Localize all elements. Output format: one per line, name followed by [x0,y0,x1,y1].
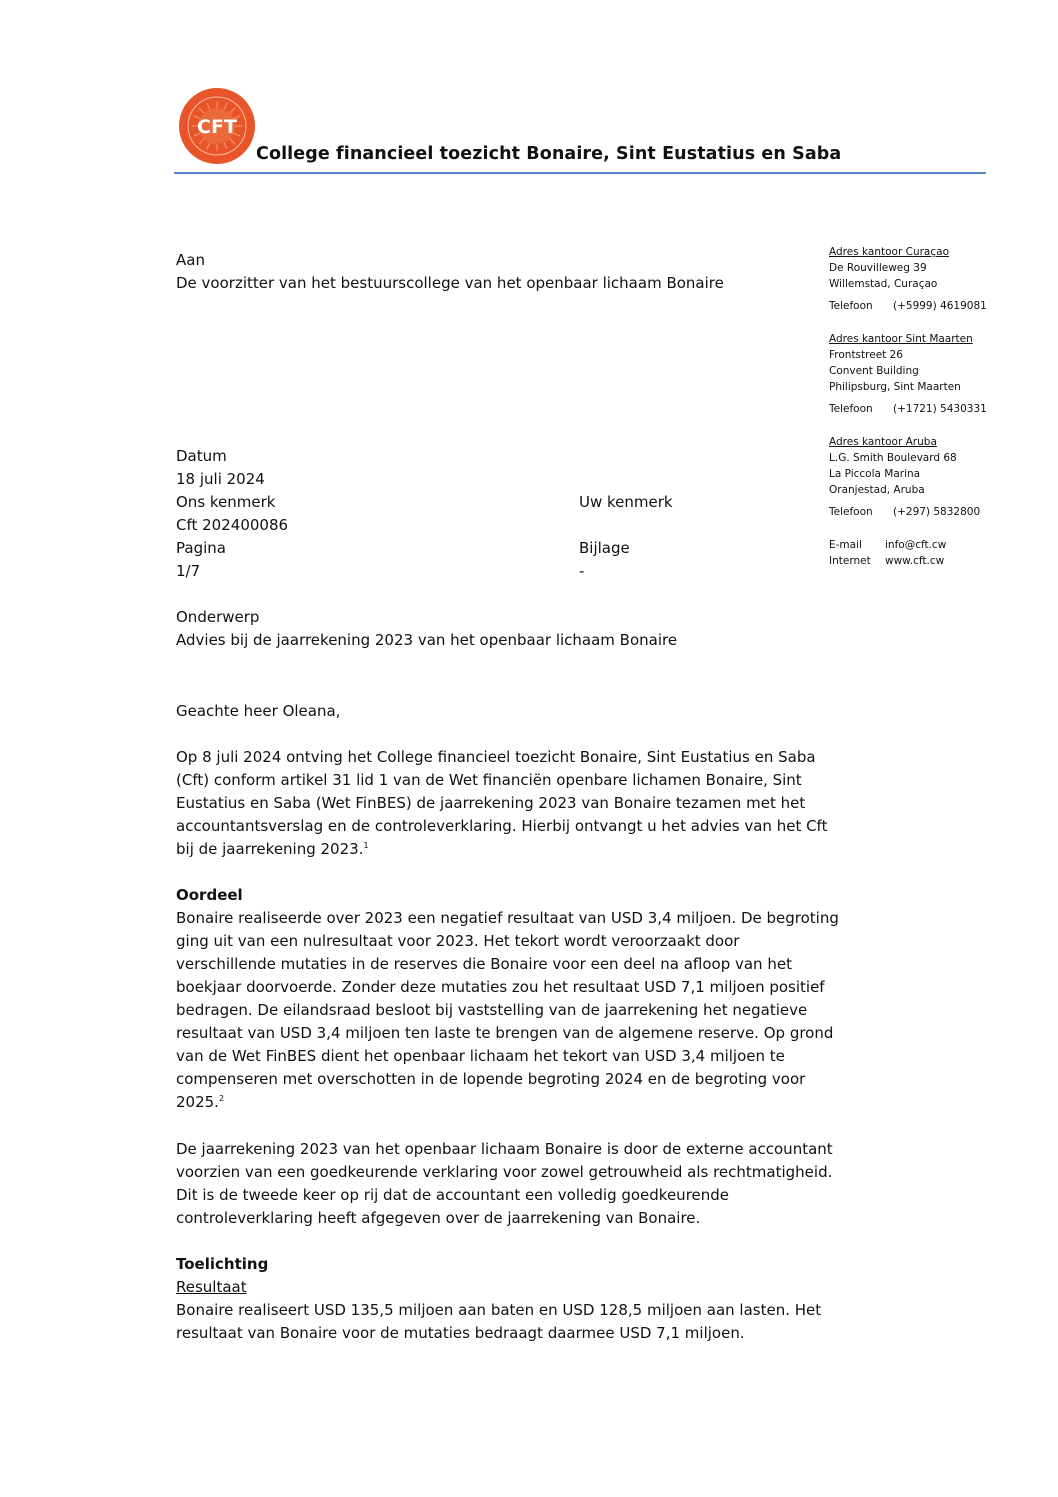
text-line: accountantsverslag en de controleverklaring. Hierbij ontvangt u het advies van het Cft [176,817,828,835]
ons-kenmerk-value: Cft 202400086 [176,516,289,534]
text-line: Eustatius en Saba (Wet FinBES) de jaarrekening 2023 van Bonaire tezamen met het [176,794,806,812]
cft-logo [178,87,256,165]
text-line: compenseren met overschotten in de lopende begroting 2024 en de begroting voor [176,1070,806,1088]
phone-label: Telefoon [829,403,873,415]
text-line: voorzien van een goedkeurende verklaring voor zowel getrouwheid als rechtmatigheid. [176,1163,833,1181]
phone-label: Telefoon [829,300,873,312]
office-title: Adres kantoor Aruba [829,436,937,448]
svg-text:CFT: CFT [197,116,237,138]
datum-label: Datum [176,447,227,465]
text-line: Dit is de tweede keer op rij dat de accountant een volledig goedkeurende [176,1186,730,1204]
subsection-heading: Resultaat [176,1278,247,1296]
text-line: Bonaire realiseerde over 2023 een negatief resultaat van USD 3,4 miljoen. De begroting [176,909,839,927]
text-line: Bonaire realiseert USD 135,5 miljoen aan baten en USD 128,5 miljoen aan lasten. Het [176,1301,822,1319]
website-link[interactable]: www.cft.cw [885,555,945,567]
email-link[interactable]: info@cft.cw [885,539,947,551]
text-line: ging uit van een nulresultaat voor 2023. Het tekort wordt veroorzaakt door [176,932,740,950]
phone-number: (+1721) 5430331 [893,403,987,415]
accountant-paragraph [176,1138,896,1230]
ons-kenmerk-label: Ons kenmerk [176,493,276,511]
office-address-line: Philipsburg, Sint Maarten [829,381,961,393]
office-title: Adres kantoor Curaçao [829,246,949,258]
text-line: bij de jaarrekening 2023.$^1$ [176,840,369,858]
office-address-line: L.G. Smith Boulevard 68 [829,452,957,464]
section-heading: Oordeel [176,886,243,904]
salutation-text: Geachte heer Oleana, [176,702,341,720]
intro-paragraph [176,746,896,861]
header-divider [174,172,986,174]
cft-logo-icon [178,87,256,165]
salutation [176,700,896,723]
footnote-marker[interactable]: 2 [218,1094,225,1103]
text-line: van de Wet FinBES dient het openbaar lichaam het tekort van USD 3,4 miljoen te [176,1047,785,1065]
uw-kenmerk-label: Uw kenmerk [579,493,673,511]
internet-label: Internet [829,555,871,567]
phone-number: (+5999) 4619081 [893,300,987,312]
bijlage-label: Bijlage [579,539,630,557]
office-aruba [829,434,980,520]
office-address-line: Willemstad, Curaçao [829,278,938,290]
text-line: Op 8 juli 2024 ontving het College financieel toezicht Bonaire, Sint Eustatius en Saba [176,748,816,766]
onderwerp-value: Advies bij de jaarrekening 2023 van het openbaar lichaam Bonaire [176,631,678,649]
text-line: bedragen. De eilandsraad besloot bij vaststelling van de jaarrekening het negatieve [176,1001,808,1019]
onderwerp-label: Onderwerp [176,608,260,626]
office-address-line: De Rouvilleweg 39 [829,262,927,274]
bijlage-value: - [579,562,585,580]
text-line: controleverklaring heeft afgegeven over de jaarrekening van Bonaire. [176,1209,701,1227]
organization-title: College financieel toezicht Bonaire, Sint Eustatius en Saba [256,144,842,164]
addressee-label: Aan [176,251,205,269]
text-line: 2025.$^2$ [176,1093,225,1111]
contact-block [829,537,946,569]
office-sint-maarten [829,331,987,417]
office-address-line: Oranjestad, Aruba [829,484,925,496]
text-line: verschillende mutaties in de reserves die Bonaire voor een deel na afloop van het [176,955,792,973]
text-line: De jaarrekening 2023 van het openbaar lichaam Bonaire is door de externe accountant [176,1140,833,1158]
pagina-value: 1/7 [176,562,201,580]
oordeel-section [176,884,896,1114]
text-line: resultaat van Bonaire voor de mutaties bedraagt daarmee USD 7,1 miljoen. [176,1324,745,1342]
pagina-label: Pagina [176,539,226,557]
office-title: Adres kantoor Sint Maarten [829,333,973,345]
email-label: E-mail [829,539,862,551]
addressee-value: De voorzitter van het bestuurscollege van het openbaar lichaam Bonaire [176,274,724,292]
text-line: boekjaar doorvoerde. Zonder deze mutaties zou het resultaat USD 7,1 miljoen positief [176,978,825,996]
office-address-line: La Piccola Marina [829,468,921,480]
section-heading: Toelichting [176,1255,269,1273]
phone-number: (+297) 5832800 [893,506,981,518]
phone-label: Telefoon [829,506,873,518]
footnote-marker[interactable]: 1 [363,841,369,850]
datum-value: 18 juli 2024 [176,470,265,488]
office-curacao [829,244,987,314]
toelichting-section [176,1253,896,1345]
office-address-line: Frontstreet 26 [829,349,903,361]
text-line: (Cft) conform artikel 31 lid 1 van de Wet financiën openbare lichamen Bonaire, Sint [176,771,802,789]
text-line: resultaat van USD 3,4 miljoen ten laste te brengen van de algemene reserve. Op grond [176,1024,834,1042]
office-address-line: Convent Building [829,365,919,377]
